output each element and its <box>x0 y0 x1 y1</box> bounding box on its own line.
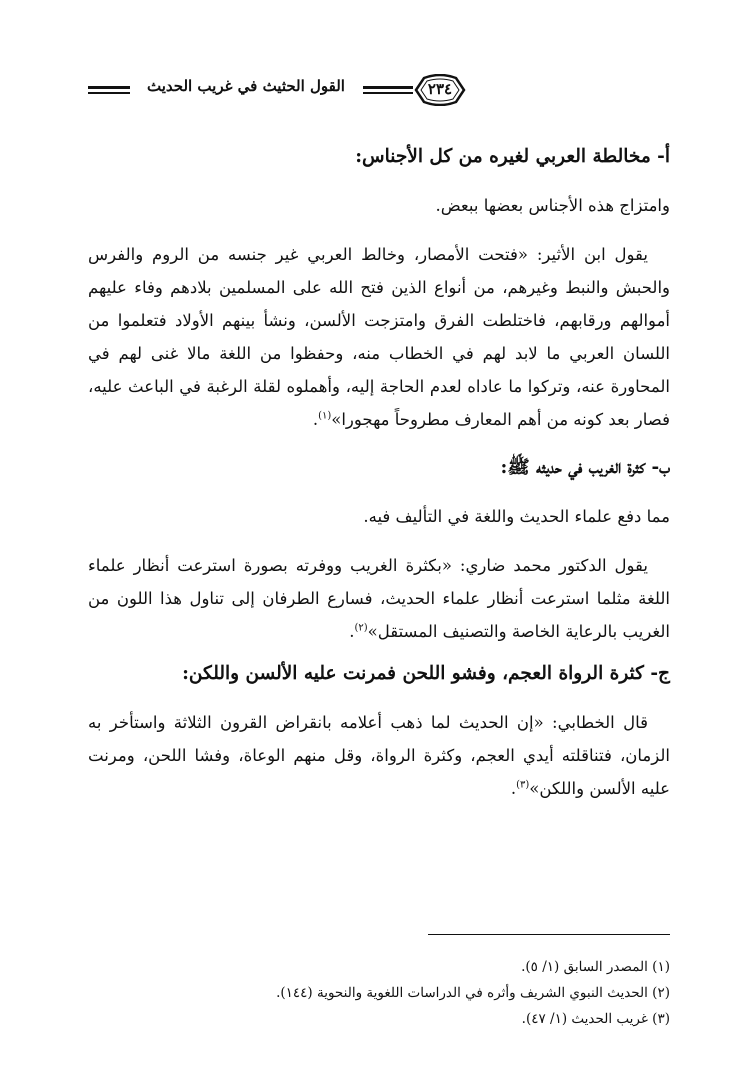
footnote-3: (٣) غريب الحديث (١/ ٤٧). <box>521 1011 670 1027</box>
section-a-quote: يقول ابن الأثير: «فتحت الأمصار، وخالط العربي غير جنسه من الروم والفرس والحبش والنبط وغيرهم، من أنواع الذين فتح الله على المسلمين بلادهم وفاء عليهم أموالهم ورقابهم، فاختلطت الفرق وامتزجت الألسن، ونشأ بينهم الأولاد فتعلموا من اللسان العربي ما لابد لهم في الخطاب منه، وحفظوا من اللغة مالا غنى لهم في المحاورة عنه، وتركوا ما عاداه لعدم الحاجة إليه، وأهملوه لقلة الرغبة في الباعث عليه، فصار بعد كونه من أهم المعارف مطروحاً مهجورا»$^{(١)}$. <box>88 245 670 429</box>
section-a-lead: وامتزاج هذه الأجناس بعضها ببعض. <box>435 196 670 215</box>
header-ornament-left <box>88 86 130 94</box>
footnote-ref-2: (٢) <box>354 622 368 634</box>
page-number-badge <box>414 74 466 106</box>
section-a-quote-text: يقول ابن الأثير: «فتحت الأمصار، وخالط العربي غير جنسه من الروم والفرس والحبش والنبط وغيرهم، من أنواع الذين فتح الله على المسلمين بلادهم وفاء عليهم أموالهم ورقابهم، فاختلطت الفرق وامتزجت الألسن، ونشأ بينهم الأولاد فتعلموا من اللسان العربي ما لابد لهم في الخطاب منه، وحفظوا من اللغة مالا غنى لهم في المحاورة عنه، وتركوا ما عاداه لعدم الحاجة إليه، وأهملوه لقلة الرغبة في الباعث عليه، فصار بعد كونه من أهم المعارف مطروحاً مهجورا» <box>88 245 670 429</box>
book-title: القول الحثيث في غريب الحديث <box>147 77 345 95</box>
footnote-2: (٢) الحديث النبوي الشريف وأثره في الدراسات اللغوية والنحوية (١٤٤). <box>276 985 670 1001</box>
footnote-ref-1: (١) <box>318 410 332 422</box>
section-heading-b: ب- كثرة الغريب في حديثه ﷺ: <box>500 457 670 478</box>
section-heading-c: ج- كثرة الرواة العجم، وفشو اللحن فمرنت عليه الألسن واللكن: <box>182 663 670 684</box>
footnotes <box>88 954 670 1032</box>
page-number: ٢٣٤ <box>427 80 453 98</box>
section-b-quote: يقول الدكتور محمد ضاري: «بكثرة الغريب ووفرته بصورة استرعت أنظار علماء اللغة مثلما استرعت أنظار علماء الحديث، فسارع الطرفان إلى تناول هذا اللون من الغريب بالرعاية الخاصة والتصنيف المستقل»$^{(٢)}$. <box>88 556 670 641</box>
header-ornament-right <box>363 86 413 94</box>
footnote-ref-3: (٣) <box>516 779 530 791</box>
section-c-quote-text: قال الخطابي: «إن الحديث لما ذهب أعلامه بانقراض القرون الثلاثة واستأخر به الزمان، فتناقلته أيدي العجم، وكثرة الرواة، وقل منهم الوعاة، وفشا اللحن، ومرنت عليه الألسن واللكن» <box>88 713 670 798</box>
running-header <box>88 74 674 110</box>
footnote-separator <box>428 934 670 935</box>
section-b-lead: مما دفع علماء الحديث واللغة في التأليف فيه. <box>363 507 670 526</box>
main-content <box>88 141 670 805</box>
section-c-quote: قال الخطابي: «إن الحديث لما ذهب أعلامه بانقراض القرون الثلاثة واستأخر به الزمان، فتناقلته أيدي العجم، وكثرة الرواة، وقل منهم الوعاة، وفشا اللحن، ومرنت عليه الألسن واللكن»$^{(٣)}$. <box>88 713 670 798</box>
footnote-1: (١) المصدر السابق (١/ ٥). <box>521 959 670 975</box>
section-b-quote-text: يقول الدكتور محمد ضاري: «بكثرة الغريب ووفرته بصورة استرعت أنظار علماء اللغة مثلما استرعت أنظار علماء الحديث، فسارع الطرفان إلى تناول هذا اللون من الغريب بالرعاية الخاصة والتصنيف المستقل» <box>88 556 670 641</box>
section-heading-a: أ- مخالطة العربي لغيره من كل الأجناس: <box>355 146 670 167</box>
